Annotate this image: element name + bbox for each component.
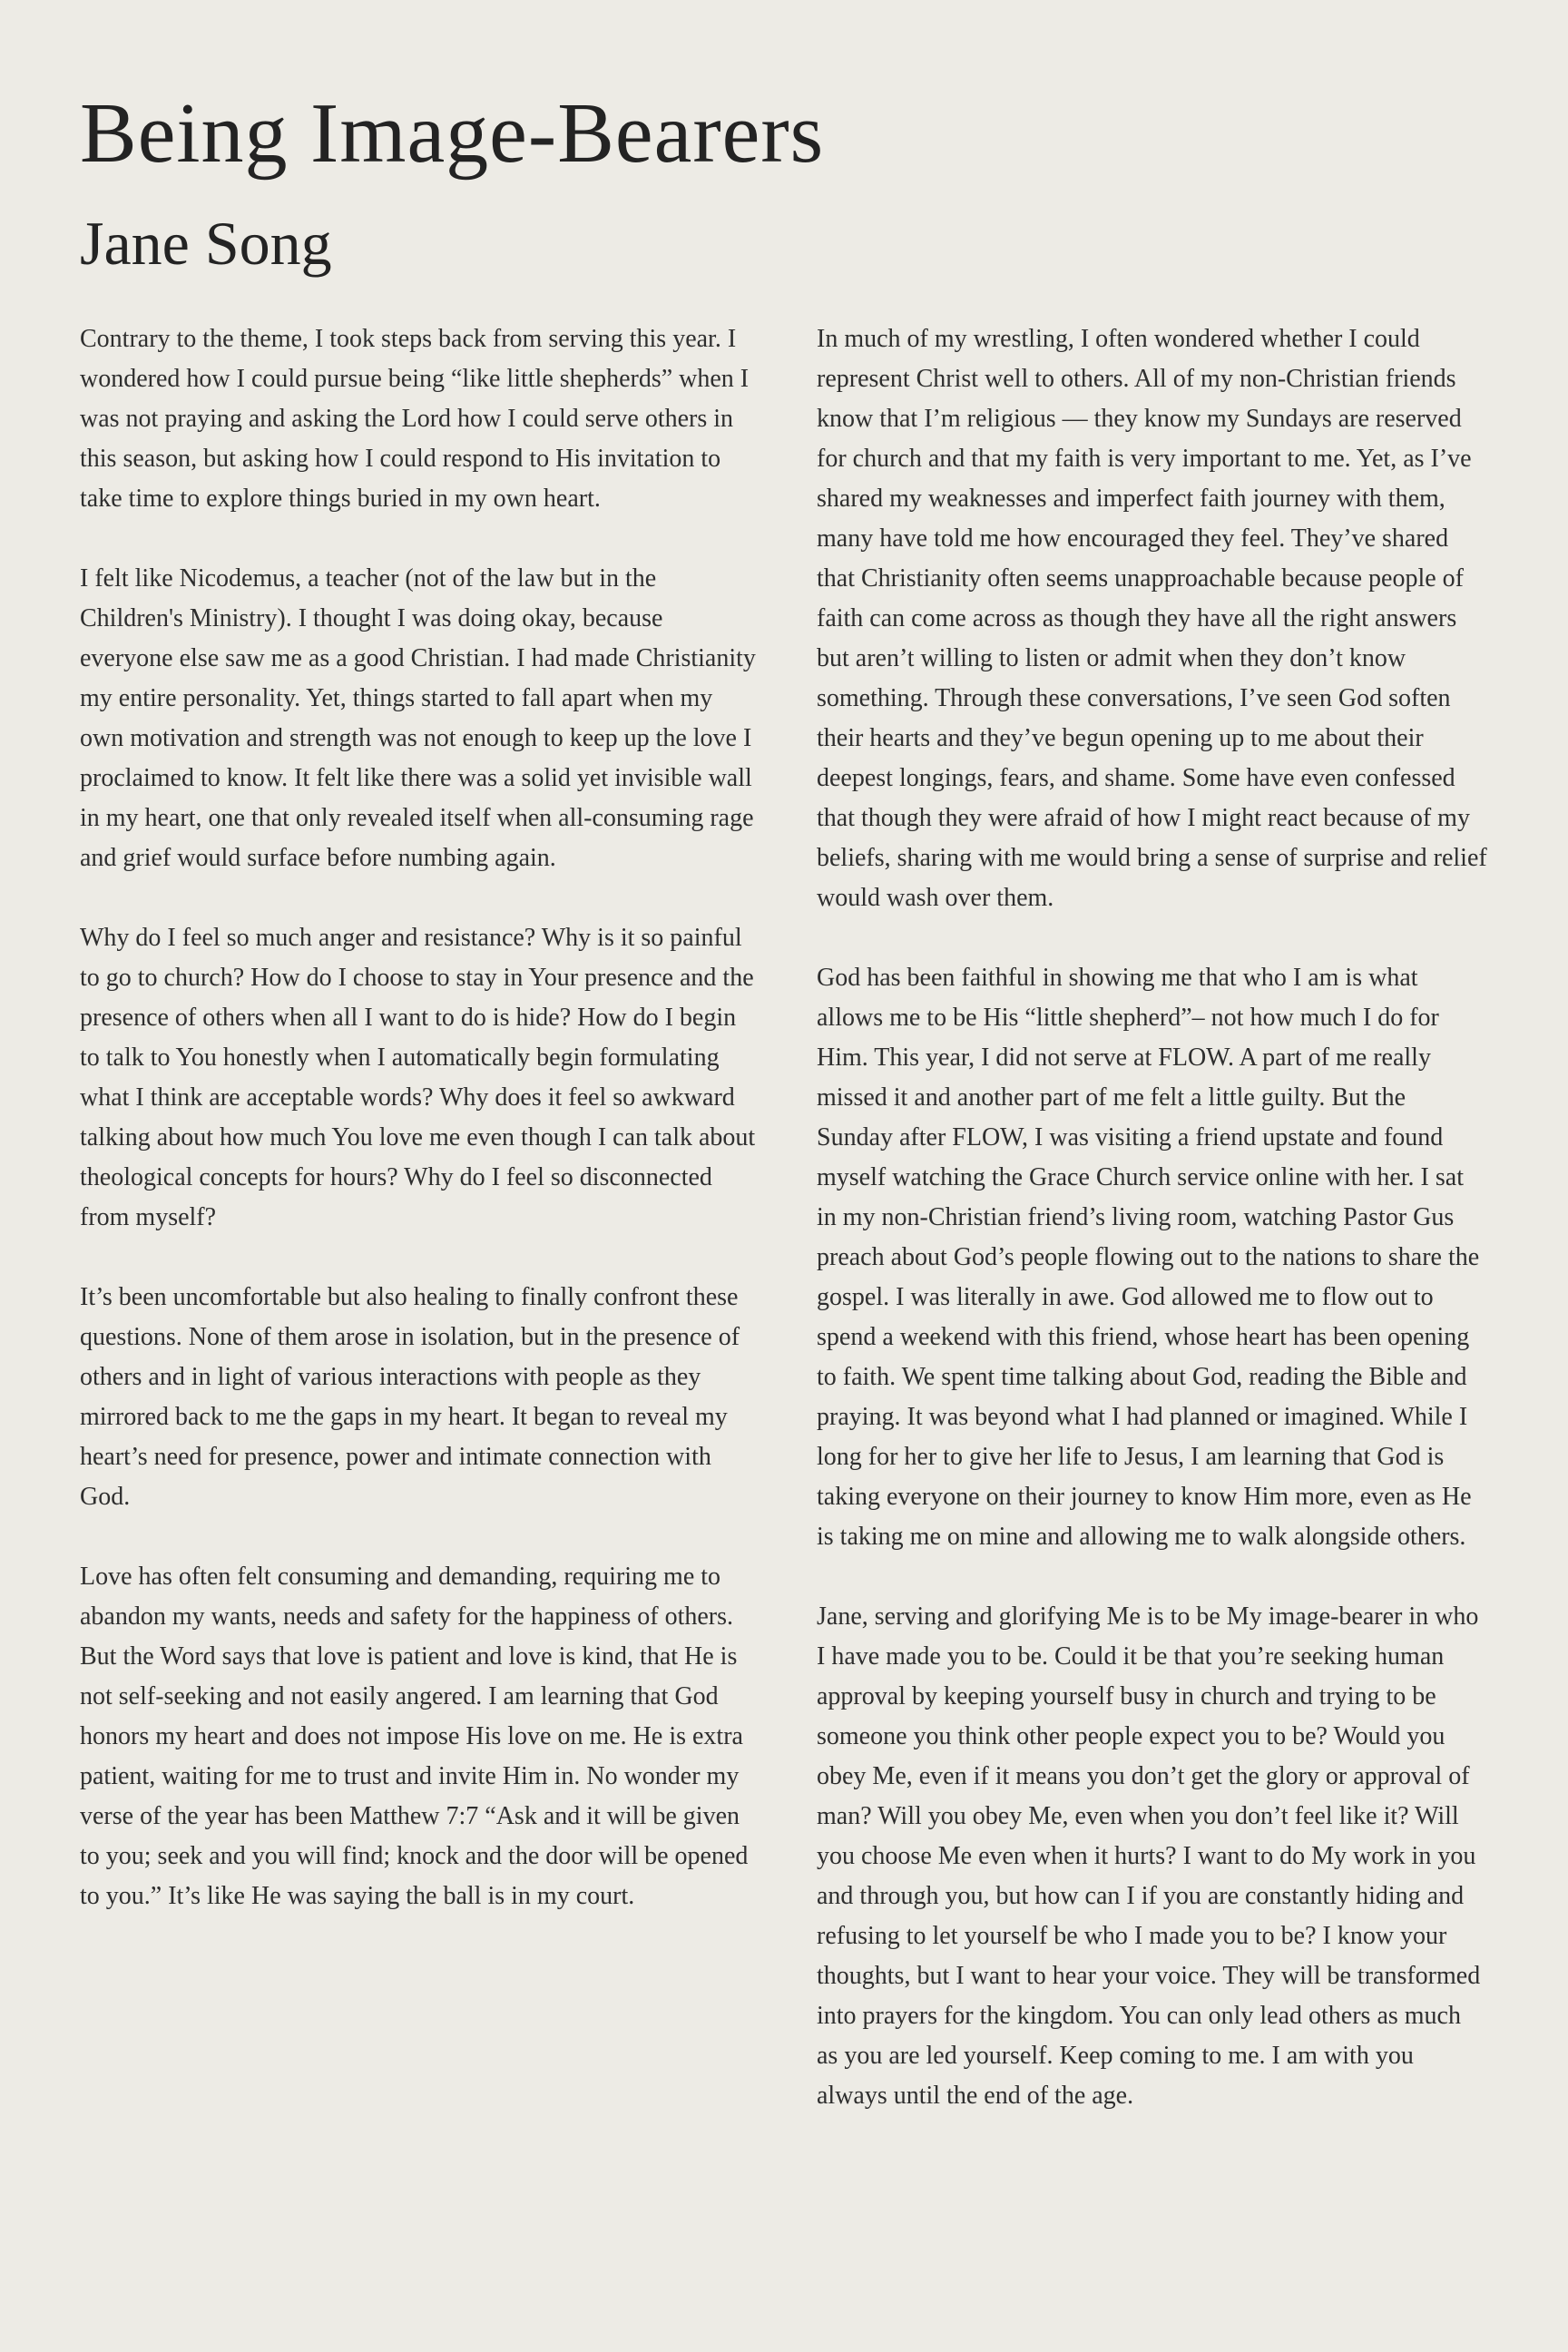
paragraph: Jane, serving and glorifying Me is to be My image-bearer in who I have made you to be. Could it be that you’re seeking human approval by keeping yourself busy in church and trying to be someone you think other people expect you to be? Would you obey Me, even if it means you don’t get the glory or approval of man? Will you obey Me, even when you don’t feel like it? Will you choose Me even when it hurts? I want to do My work in you and through you, but how can I if you are constantly hiding and refusing to let yourself be who I made you to be? I know your thoughts, but I want to hear your voice. They will be transformed into prayers for the kingdom. You can only lead others as much as you are led yourself. Keep coming to me. I am with you always until the end of the age. bbox=[817, 1602, 1481, 2110]
left-column bbox=[80, 319, 760, 1956]
paragraph: Love has often felt consuming and demanding, requiring me to abandon my wants, needs and safety for the happiness of others. But the Word says that love is patient and love is kind, that He is not self-seeking and not easily angered. I am learning that God honors my heart and does not impose His love on me. He is extra patient, waiting for me to trust and invite Him in. No wonder my verse of the year has been Matthew 7:7 “Ask and it will be given to you; seek and you will find; knock and the door will be opened to you.” It’s like He was saying the ball is in my court. bbox=[80, 1563, 749, 1910]
paragraph: It’s been uncomfortable but also healing to finally confront these questions. None of them arose in isolation, but in the presence of others and in light of various interactions with people as they mirrored back to me the gaps in my heart. It began to reveal my heart’s need for presence, power and intimate connection with God. bbox=[80, 1283, 740, 1511]
article-author: Jane Song bbox=[80, 209, 332, 278]
paragraph: Why do I feel so much anger and resistance? Why is it so painful to go to church? How do I choose to stay in Your presence and the presence of others when all I want to do is hide? How do I begin to talk to You honestly when I automatically begin formulating what I think are acceptable words? Why does it feel so awkward talking about how much You love me even though I can talk about theological concepts for hours? Why do I feel so disconnected from myself? bbox=[80, 924, 756, 1231]
paragraph: Contrary to the theme, I took steps back from serving this year. I wondered how I could pursue being “like little shepherds” when I was not praying and asking the Lord how I could serve others in this season, but asking how I could respond to His invitation to take time to explore things buried in my own heart. bbox=[80, 325, 750, 513]
right-column bbox=[817, 319, 1488, 2156]
paragraph: I felt like Nicodemus, a teacher (not of the law but in the Children's Ministry). I thought I was doing okay, because everyone else saw me as a good Christian. I had made Christianity my entire personality. Yet, things started to fall apart when my own motivation and strength was not enough to keep up the love I proclaimed to know. It felt like there was a solid yet invisible wall in my heart, one that only revealed itself when all-consuming rage and grief would surface before numbing again. bbox=[80, 564, 756, 872]
paragraph: God has been faithful in showing me that who I am is what allows me to be His “little shepherd”– not how much I do for Him. This year, I did not serve at FLOW. A part of me really missed it and another part of me felt a little guilty. But the Sunday after FLOW, I was visiting a friend upstate and found myself watching the Grace Church service online with her. I sat in my non-Christian friend’s living room, watching Pastor Gus preach about God’s people flowing out to the nations to share the gospel. I was literally in awe. God allowed me to flow out to spend a weekend with this friend, whose heart has been opening to faith. We spent time talking about God, reading the Bible and praying. It was beyond what I had planned or imagined. While I long for her to give her life to Jesus, I am learning that God is taking everyone on their journey to know Him more, even as He is taking me on mine and allowing me to walk alongside others. bbox=[817, 964, 1480, 1551]
article-title: Being Image-Bearers bbox=[80, 86, 825, 181]
paragraph: In much of my wrestling, I often wondered whether I could represent Christ well to others. All of my non-Christian friends know that I’m religious — they know my Sundays are reserved for church and that my faith is very important to me. Yet, as I’ve shared my weaknesses and imperfect faith journey with them, many have told me how encouraged they feel. They’ve shared that Christianity often seems unapproachable because people of faith can come across as though they have all the right answers but aren’t willing to listen or admit when they don’t know something. Through these conversations, I’ve seen God soften their hearts and they’ve begun opening up to me about their deepest longings, fears, and shame. Some have even confessed that though they were afraid of how I might react because of my beliefs, sharing with me would bring a sense of surprise and relief would wash over them. bbox=[817, 325, 1487, 912]
article-page bbox=[80, 0, 1488, 2352]
